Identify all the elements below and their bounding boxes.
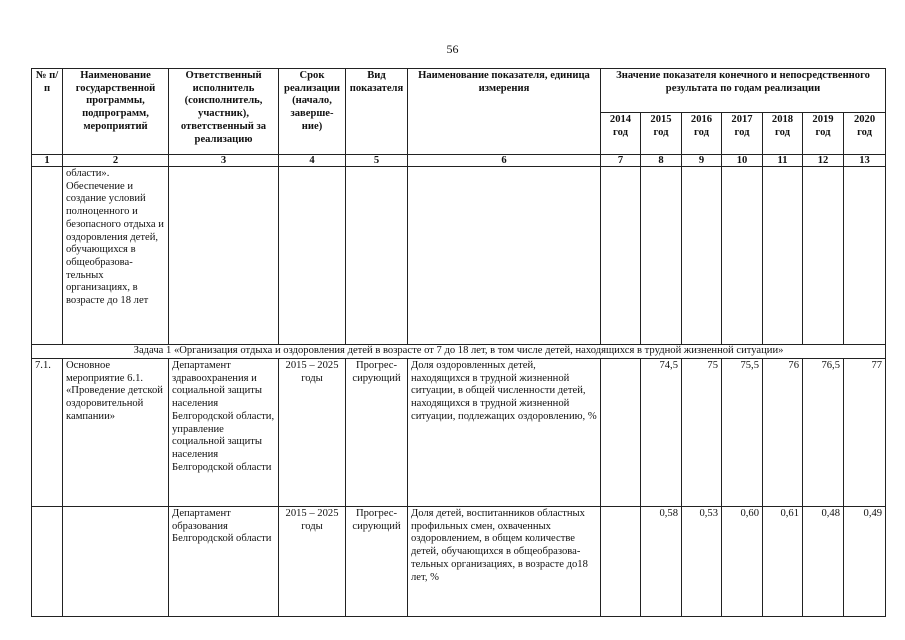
indicator-name: Доля детей, воспитанников областных профильных смен, охваченных оздоровлением, в общем количестве детей, обучающихся в общеобразова-тельных организациях, в возрасте до18 лет, % [408, 507, 601, 617]
value-2015: 74,5 [641, 359, 682, 507]
value-2016: 75 [682, 359, 722, 507]
header-indicator: Наименование показателя, единица измерения [408, 69, 601, 155]
column-number: 8 [641, 155, 682, 167]
column-number: 10 [722, 155, 763, 167]
column-number: 12 [803, 155, 844, 167]
header-number: № п/п [32, 69, 63, 155]
value-2019: 76,5 [803, 359, 844, 507]
program-name: Основное мероприятие 6.1. «Проведение детской оздоровительной кампании» [63, 359, 169, 507]
column-number: 6 [408, 155, 601, 167]
header-executor: Ответственный исполнитель (соисполнитель, участник), ответственный за реализацию [169, 69, 279, 155]
row-number [32, 507, 63, 617]
column-number: 11 [763, 155, 803, 167]
header-year: 2016 год [682, 113, 722, 155]
column-number: 2 [63, 155, 169, 167]
continuation-text: области». Обеспечение и создание условий полноценного и безопасного отдыха и оздоровления детей, обучающихся в общеобразова-тельных организациях, в возрасте до 18 лет [63, 167, 169, 345]
value-2014 [601, 359, 641, 507]
value-2019: 0,48 [803, 507, 844, 617]
column-number: 13 [844, 155, 886, 167]
header-values: Значение показателя конечного и непосредственного результата по годам реализации [601, 69, 886, 113]
value-2017: 75,5 [722, 359, 763, 507]
page-number: 56 [446, 42, 459, 56]
value-2018: 0,61 [763, 507, 803, 617]
column-number: 3 [169, 155, 279, 167]
continuation-row [32, 167, 886, 345]
header-term: Срок реализации (начало, заверше-ние) [279, 69, 346, 155]
indicators-table [31, 68, 886, 617]
header-year: 2018 год [763, 113, 803, 155]
indicator-type: Прогрес-сирующий [346, 507, 408, 617]
column-number: 7 [601, 155, 641, 167]
row-number: 7.1. [32, 359, 63, 507]
term: 2015 – 2025 годы [279, 507, 346, 617]
header-type: Вид показателя [346, 69, 408, 155]
value-2017: 0,60 [722, 507, 763, 617]
program-name [63, 507, 169, 617]
value-2015: 0,58 [641, 507, 682, 617]
executor: Департамент образования Белгородской области [169, 507, 279, 617]
header-year: 2014 год [601, 113, 641, 155]
header-year: 2015 год [641, 113, 682, 155]
value-2020: 77 [844, 359, 886, 507]
header-year: 2019 год [803, 113, 844, 155]
value-2016: 0,53 [682, 507, 722, 617]
table-row [32, 359, 886, 507]
executor: Департамент здравоохранения и социальной защиты населения Белгородской области, управление социальной защиты населения Белгородской области [169, 359, 279, 507]
column-number: 4 [279, 155, 346, 167]
value-2014 [601, 507, 641, 617]
indicator-name: Доля оздоровленных детей, находящихся в трудной жизненной ситуации, в общей численности детей, находящихся в трудной жизненной ситуации, подлежащих оздоровлению, % [408, 359, 601, 507]
indicator-type: Прогрес-сирующий [346, 359, 408, 507]
value-2020: 0,49 [844, 507, 886, 617]
column-number: 5 [346, 155, 408, 167]
column-number: 1 [32, 155, 63, 167]
column-number: 9 [682, 155, 722, 167]
header-program: Наименование государственной программы, подпрограмм, мероприятий [63, 69, 169, 155]
header-year: 2020 год [844, 113, 886, 155]
header-year: 2017 год [722, 113, 763, 155]
term: 2015 – 2025 годы [279, 359, 346, 507]
table-row [32, 507, 886, 617]
task-heading: Задача 1 «Организация отдыха и оздоровления детей в возрасте от 7 до 18 лет, в том числе детей, находящихся в трудной жизненной ситуации» [32, 345, 886, 359]
value-2018: 76 [763, 359, 803, 507]
